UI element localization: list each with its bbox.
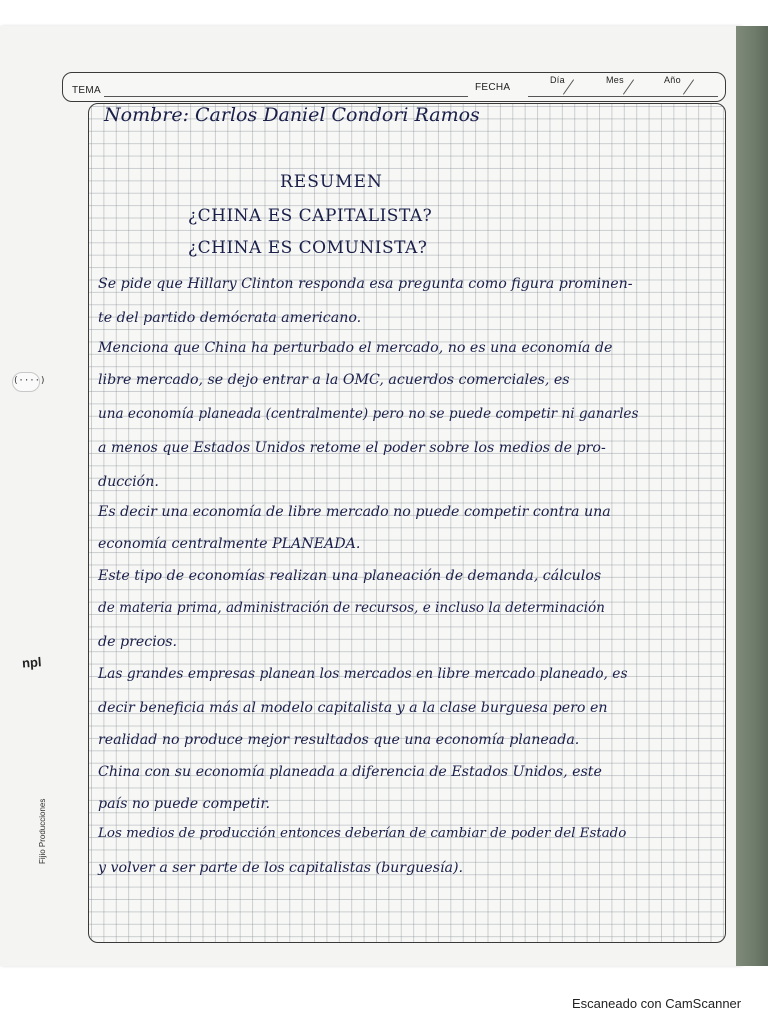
summary-title: RESUMEN	[280, 172, 383, 192]
fecha-line	[528, 96, 718, 97]
ring-hole-mark: (····)	[12, 372, 40, 392]
text-line: una economía planeada (centralmente) pero no se puede competir ni ganarles	[98, 406, 639, 422]
question-capitalist: ¿CHINA ES CAPITALISTA?	[188, 206, 433, 226]
camscanner-watermark: Escaneado con CamScanner	[572, 996, 742, 1011]
dia-label: Día	[550, 75, 565, 85]
text-line: Menciona que China ha perturbado el mercado, no es una economía de	[98, 340, 613, 356]
text-line: país no puede competir.	[98, 796, 271, 812]
text-line: Es decir una economía de libre mercado no puede competir contra una	[98, 504, 611, 520]
student-name: Nombre: Carlos Daniel Condori Ramos	[104, 104, 480, 126]
margin-logo: npl	[21, 654, 42, 671]
text-line: Se pide que Hillary Clinton responda esa pregunta como figura prominen-	[98, 276, 633, 292]
text-line: economía centralmente PLANEADA.	[98, 536, 361, 552]
text-line: Los medios de producción entonces deberían de cambiar de poder del Estado	[98, 826, 627, 841]
text-line: ducción.	[98, 474, 159, 490]
text-line: a menos que Estados Unidos retome el poder sobre los medios de pro-	[98, 440, 606, 456]
text-line: te del partido demócrata americano.	[98, 310, 362, 326]
text-line: Las grandes empresas planean los mercados en libre mercado planeado, es	[98, 666, 628, 682]
text-line: China con su economía planeada a diferencia de Estados Unidos, este	[98, 764, 602, 780]
text-line: Este tipo de economías realizan una planeación de demanda, cálculos	[98, 568, 602, 584]
text-line: de materia prima, administración de recursos, e incluso la determinación	[98, 600, 605, 616]
anio-label: Año	[664, 75, 681, 85]
tema-line	[104, 96, 468, 97]
fecha-label: FECHA	[475, 82, 511, 93]
text-line: de precios.	[98, 634, 178, 650]
brand-text: Fijio Producciones	[38, 798, 47, 864]
text-line: decir beneficia más al modelo capitalista y a la clase burguesa pero en	[98, 700, 608, 716]
tema-label: TEMA	[72, 85, 101, 96]
mes-label: Mes	[606, 75, 624, 85]
page-binding-edge	[736, 26, 768, 966]
text-line: libre mercado, se dejo entrar a la OMC, acuerdos comerciales, es	[98, 372, 570, 388]
question-communist: ¿CHINA ES COMUNISTA?	[188, 238, 428, 258]
text-line: realidad no produce mejor resultados que una economía planeada.	[98, 732, 580, 748]
grid-writing-area	[88, 103, 726, 943]
text-line: y volver a ser parte de los capitalistas (burguesía).	[98, 860, 464, 876]
